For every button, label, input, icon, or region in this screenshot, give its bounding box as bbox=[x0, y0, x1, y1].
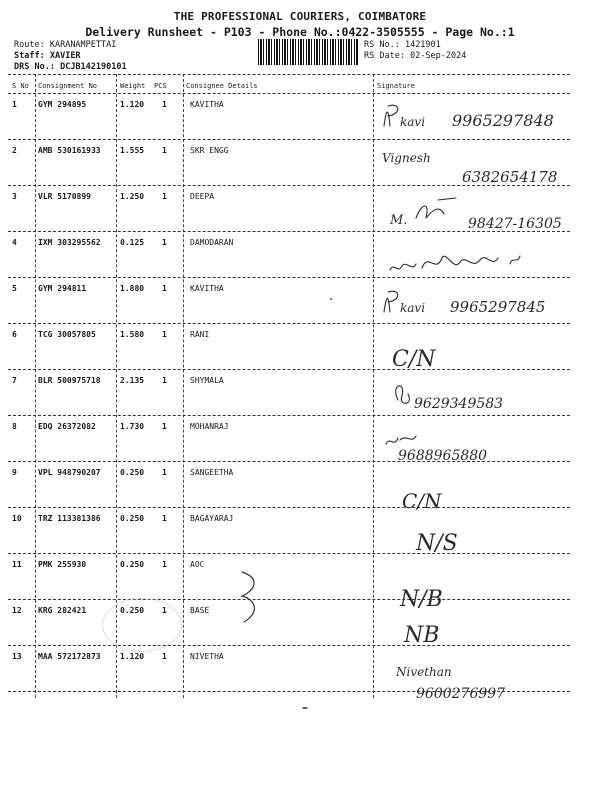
cell-consignment: VLR 5170899 bbox=[38, 192, 91, 201]
rs-no-value: 1421901 bbox=[404, 40, 441, 50]
svg-text:9965297845: 9965297845 bbox=[450, 298, 546, 316]
cell-consignment: GYM 294811 bbox=[38, 284, 87, 293]
cell-pcs: 1 bbox=[162, 606, 167, 615]
rs-date-label: RS Date: bbox=[364, 51, 405, 61]
cell-sno: 4 bbox=[12, 238, 17, 247]
cell-consignment: AMB 530161933 bbox=[38, 146, 101, 155]
svg-text:M.: M. bbox=[390, 213, 408, 228]
cell-consignment: GYM 294895 bbox=[38, 100, 87, 109]
cell-weight: 0.250 bbox=[120, 606, 145, 615]
signature-row-8 bbox=[376, 418, 576, 464]
cell-consignee: SANGEETHA bbox=[190, 468, 234, 477]
cell-weight: 1.120 bbox=[120, 100, 145, 109]
cell-consignee: DEEPA bbox=[190, 192, 215, 201]
cell-consignee: KAVITHA bbox=[190, 100, 224, 109]
signature-row-9 bbox=[376, 464, 576, 513]
cell-consignment: IXM 303295562 bbox=[38, 238, 101, 247]
cell-consignment: PMK 255930 bbox=[38, 560, 87, 569]
svg-text:9600276997: 9600276997 bbox=[416, 686, 506, 702]
cell-consignment: KRG 282421 bbox=[38, 606, 87, 615]
svg-text:C/N: C/N bbox=[392, 347, 436, 372]
cell-pcs: 1 bbox=[162, 560, 167, 569]
cell-sno: 9 bbox=[12, 468, 17, 477]
signature-row-5 bbox=[376, 280, 576, 326]
cell-sno: 6 bbox=[12, 330, 17, 339]
signature-row-7 bbox=[376, 372, 576, 418]
cell-weight: 0.125 bbox=[120, 238, 145, 247]
cell-sno: 8 bbox=[12, 422, 17, 431]
col-divider-consignee bbox=[373, 74, 374, 698]
cell-consignee: BAGAYARAJ bbox=[190, 514, 234, 523]
col-divider-sno bbox=[35, 74, 36, 698]
cell-weight: 1.730 bbox=[120, 422, 145, 431]
drs-line bbox=[14, 62, 127, 72]
staff-value: XAVIER bbox=[49, 51, 81, 61]
cell-consignee: NIVETHA bbox=[190, 652, 224, 661]
svg-text:9965297848: 9965297848 bbox=[452, 111, 554, 130]
speck-mark bbox=[302, 707, 308, 709]
signature-row-2 bbox=[376, 142, 576, 188]
svg-text:9629349583: 9629349583 bbox=[414, 396, 504, 412]
svg-text:6382654178: 6382654178 bbox=[462, 168, 558, 186]
route-line bbox=[14, 40, 116, 50]
table-top-border bbox=[8, 74, 570, 75]
rs-date-line bbox=[364, 51, 466, 61]
cell-consignee: SHYMALA bbox=[190, 376, 224, 385]
signature-row-13 bbox=[376, 648, 576, 708]
cell-pcs: 1 bbox=[162, 514, 167, 523]
cell-weight: 0.250 bbox=[120, 468, 145, 477]
cell-pcs: 1 bbox=[162, 284, 167, 293]
route-label: Route: bbox=[14, 40, 45, 50]
signature-row-10 bbox=[376, 510, 576, 556]
cell-pcs: 1 bbox=[162, 192, 167, 201]
col-header-sno: S No bbox=[12, 82, 29, 90]
cell-consignee: MOHANRAJ bbox=[190, 422, 229, 431]
barcode bbox=[258, 39, 358, 65]
company-title: THE PROFESSIONAL COURIERS, COIMBATORE bbox=[173, 10, 427, 23]
col-header-consignment: Consignment No bbox=[38, 82, 98, 90]
signature-row-4 bbox=[376, 234, 576, 280]
cell-consignment: BLR 500975718 bbox=[38, 376, 101, 385]
cell-consignee: BASE bbox=[190, 606, 210, 615]
cell-consignee: KAVITHA bbox=[190, 284, 224, 293]
drs-label: DRS No.: bbox=[14, 62, 55, 72]
col-header-weight: Weight bbox=[120, 82, 146, 90]
cell-weight: 2.135 bbox=[120, 376, 145, 385]
staff-label: Staff: bbox=[14, 51, 45, 61]
signature-row-1 bbox=[376, 96, 576, 142]
speck-mark bbox=[330, 298, 332, 300]
staff-line bbox=[14, 51, 81, 61]
table-header-border bbox=[8, 93, 570, 94]
svg-text:Nivethan: Nivethan bbox=[396, 665, 452, 679]
cell-consignment: TCG 30057805 bbox=[38, 330, 96, 339]
cell-weight: 1.880 bbox=[120, 284, 145, 293]
cell-weight: 0.250 bbox=[120, 560, 145, 569]
cell-consignment: VPL 948790207 bbox=[38, 468, 101, 477]
col-header-pcs: PCS bbox=[154, 82, 167, 90]
svg-text:NB: NB bbox=[404, 623, 440, 648]
svg-text:Vignesh: Vignesh bbox=[382, 151, 431, 165]
svg-text:N/S: N/S bbox=[416, 531, 458, 556]
svg-text:kavi: kavi bbox=[400, 301, 426, 315]
cell-weight: 1.555 bbox=[120, 146, 145, 155]
cell-weight: 1.580 bbox=[120, 330, 145, 339]
cell-sno: 3 bbox=[12, 192, 17, 201]
runsheet-title: Delivery Runsheet - P103 - Phone No.:0422-3505555 - Page No.:1 bbox=[85, 25, 515, 39]
rs-date-value: 02-Sep-2024 bbox=[410, 51, 467, 61]
cell-weight: 0.250 bbox=[120, 514, 145, 523]
cell-consignment: EDQ 26372082 bbox=[38, 422, 96, 431]
cell-pcs: 1 bbox=[162, 468, 167, 477]
cell-pcs: 1 bbox=[162, 422, 167, 431]
cell-sno: 1 bbox=[12, 100, 17, 109]
svg-text:9688965880: 9688965880 bbox=[398, 448, 488, 464]
cell-consignee: SKR ENGG bbox=[190, 146, 229, 155]
rs-no-label: RS No.: bbox=[364, 40, 400, 50]
margin-scribble bbox=[230, 568, 270, 638]
drs-value: DCJB142190101 bbox=[60, 62, 127, 72]
cell-sno: 10 bbox=[12, 514, 22, 523]
signature-row-3 bbox=[376, 188, 576, 234]
cell-pcs: 1 bbox=[162, 100, 167, 109]
cell-consignee: RANI bbox=[190, 330, 210, 339]
faint-stamp-mark bbox=[102, 598, 182, 652]
svg-text:98427-16305: 98427-16305 bbox=[468, 216, 562, 232]
svg-text:kavi: kavi bbox=[400, 115, 426, 129]
col-divider-pcs bbox=[183, 74, 184, 698]
svg-text:C/N: C/N bbox=[402, 489, 442, 513]
signature-row-12 bbox=[376, 602, 576, 648]
cell-pcs: 1 bbox=[162, 146, 167, 155]
cell-pcs: 1 bbox=[162, 238, 167, 247]
cell-sno: 11 bbox=[12, 560, 22, 569]
cell-consignment: MAA 572172873 bbox=[38, 652, 101, 661]
cell-consignee: AOC bbox=[190, 560, 205, 569]
cell-sno: 5 bbox=[12, 284, 17, 293]
rs-no-line bbox=[364, 40, 441, 50]
cell-consignee: DAMODARAN bbox=[190, 238, 234, 247]
svg-text:N/B: N/B bbox=[400, 587, 443, 612]
cell-consignment: TRZ 113381386 bbox=[38, 514, 101, 523]
cell-pcs: 1 bbox=[162, 330, 167, 339]
cell-sno: 13 bbox=[12, 652, 22, 661]
signature-row-6 bbox=[376, 326, 576, 372]
cell-weight: 1.120 bbox=[120, 652, 145, 661]
cell-sno: 2 bbox=[12, 146, 17, 155]
cell-pcs: 1 bbox=[162, 652, 167, 661]
cell-sno: 12 bbox=[12, 606, 22, 615]
cell-weight: 1.250 bbox=[120, 192, 145, 201]
col-header-consignee: Consignee Details bbox=[186, 82, 258, 90]
cell-sno: 7 bbox=[12, 376, 17, 385]
cell-pcs: 1 bbox=[162, 376, 167, 385]
route-value: KARANAMPETTAI bbox=[49, 40, 117, 50]
col-header-signature: Signature bbox=[377, 82, 415, 90]
